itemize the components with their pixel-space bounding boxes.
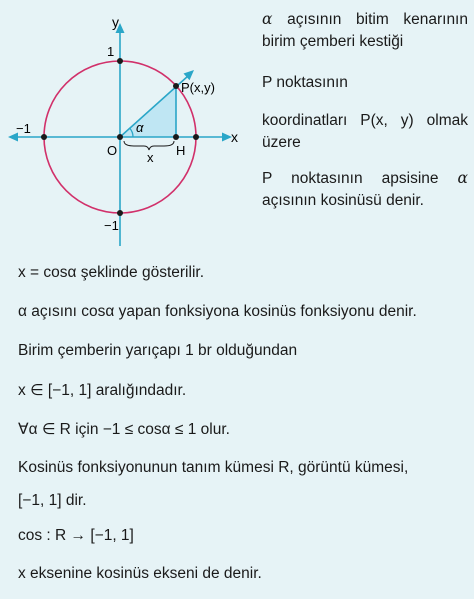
definition-paragraph-4-lead: P noktasının apsisine xyxy=(262,170,458,187)
point-bottom xyxy=(117,210,123,216)
label-h: H xyxy=(176,143,186,158)
definition-paragraph-1 xyxy=(262,8,468,64)
point-left xyxy=(41,134,47,140)
label-x-segment: x xyxy=(147,150,154,165)
line-cosine-axis: x eksenine kosinüs ekseni de denir. xyxy=(18,565,262,582)
line-unit-radius: Birim çemberin yarıçapı 1 br olduğundan xyxy=(18,342,298,359)
point-p xyxy=(173,83,179,89)
definition-paragraph-4 xyxy=(262,167,468,212)
point-right xyxy=(193,134,199,140)
label-neg-one-left: −1 xyxy=(16,121,31,136)
point-h xyxy=(173,134,179,140)
label-one-top: 1 xyxy=(107,44,115,59)
line-cos-mapping: cos : R → [−1, 1] xyxy=(18,527,134,544)
line-inequality: ∀α ∈ R için −1 ≤ cosα ≤ 1 olur. xyxy=(18,421,230,438)
line-cosine-function: α açısını cosα yapan fonksiyona kosinüs fonksiyonu denir. xyxy=(18,303,417,320)
definition-paragraph-3: koordinatları P(x, y) olmak üzere xyxy=(262,112,468,151)
label-origin: O xyxy=(107,143,118,158)
definition-paragraph-1-text: açısının bitim kenarının birim çemberi kestiği xyxy=(262,11,468,50)
label-point-p: P(x,y) xyxy=(181,80,215,95)
alpha-symbol: α xyxy=(457,169,468,187)
label-y-axis: y xyxy=(112,14,119,30)
line-cos-notation: x = cosα şeklinde gösterilir. xyxy=(18,264,204,281)
point-origin xyxy=(117,134,123,140)
line-domain-range: Kosinüs fonksiyonunun tanım kümesi R, görüntü kümesi, xyxy=(18,459,409,476)
x-brace xyxy=(124,141,174,150)
alpha-symbol: α xyxy=(262,10,273,28)
definition-paragraph-4-tail: açısının kosinüsü denir. xyxy=(262,192,424,209)
label-neg-one-bottom: −1 xyxy=(104,218,119,233)
line-range-value: [−1, 1] dir. xyxy=(18,492,87,509)
definition-text xyxy=(262,8,468,212)
unit-circle-figure xyxy=(0,0,250,250)
definition-paragraph-2: P noktasının xyxy=(262,74,348,91)
point-top xyxy=(117,58,123,64)
line-x-interval: x ∈ [−1, 1] aralığındadır. xyxy=(18,382,187,399)
label-x-axis: x xyxy=(231,129,238,145)
label-alpha: α xyxy=(136,120,144,135)
